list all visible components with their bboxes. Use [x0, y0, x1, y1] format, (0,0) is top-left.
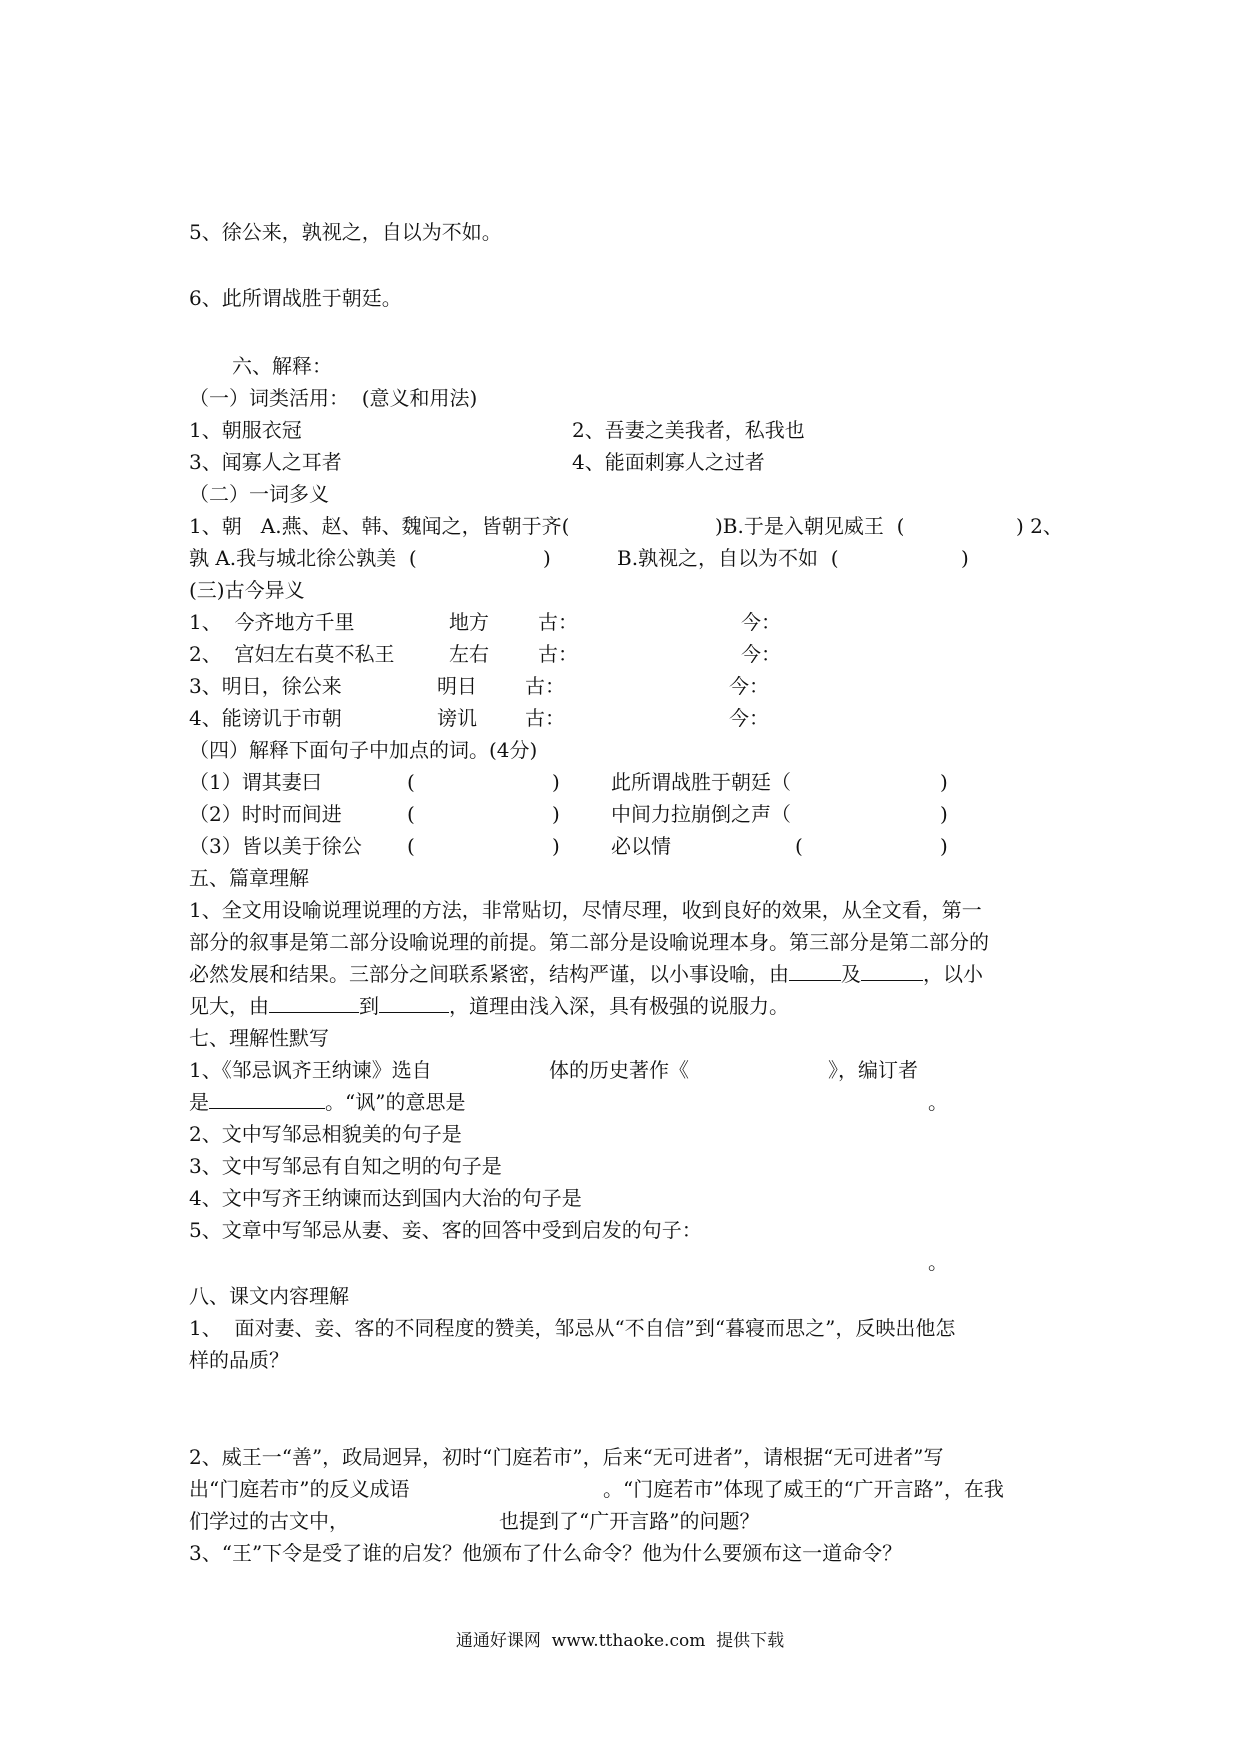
blank-line[interactable] — [379, 994, 449, 1013]
word-usage-item-1: 1、朝服衣冠 — [189, 418, 302, 442]
section-5-para-line-1: 1、全文用设喻说理说理的方法，非常贴切，尽情尽理，收到良好的效果，从全文看，第一 — [189, 898, 982, 922]
polysemy-line-1a: 1、朝 A.燕、赵、韩、魏闻之，皆朝于齐( — [189, 514, 570, 538]
dictation-q1-a: 1、《邹忌讽齐王纳谏》选自 — [189, 1058, 432, 1082]
blank-line[interactable] — [861, 962, 923, 981]
polysemy-line-1c: ) 2、 — [1016, 514, 1063, 538]
word-usage-item-2: 2、吾妻之美我者，私我也 — [572, 418, 805, 442]
blank-line[interactable] — [789, 962, 841, 981]
subsection-2-title: （二）一词多义 — [189, 482, 329, 506]
dictation-q1-end: 。 — [928, 1090, 948, 1114]
comprehension-q2-line-2a: 出“门庭若市”的反义成语 — [189, 1477, 410, 1501]
section-5-para-line-3: 必然发展和结果。三部分之间联系紧密，结构严谨，以小事设喻，由 及 ，以小 — [189, 962, 983, 986]
comprehension-q1-line-1: 1、 面对妻、妾、客的不同程度的赞美，邹忌从“不自信”到“暮寝而思之”，反映出他怎 — [189, 1316, 956, 1340]
section-5-title: 五、篇章理解 — [189, 866, 309, 890]
comprehension-q2-line-3b: 也提到了“广开言路”的问题？ — [499, 1509, 760, 1533]
comprehension-q1-line-2: 样的品质？ — [189, 1348, 289, 1372]
section-5-para-line-2: 部分的叙事是第二部分设喻说理的前提。第二部分是设喻说理本身。第三部分是第二部分的 — [189, 930, 989, 954]
polysemy-line-2d: ) — [961, 546, 969, 570]
blank-line[interactable] — [209, 1090, 325, 1109]
dictation-q1-c: 》，编订者 — [828, 1058, 918, 1082]
dictation-q4: 4、文中写齐王纳谏而达到国内大治的句子是 — [189, 1186, 582, 1210]
section-6-title: 六、解释： — [232, 354, 332, 378]
polysemy-line-2a: 孰 A.我与城北徐公孰美 ( — [189, 546, 417, 570]
dictation-q5-end: 。 — [928, 1250, 948, 1274]
polysemy-line-2b: ) — [543, 546, 551, 570]
comprehension-q2-line-2b: 。“门庭若市”体现了威王的“广开言路”，在我 — [603, 1477, 1004, 1501]
blank-line[interactable] — [269, 994, 359, 1013]
page-footer: 通通好课网 www.tthaoke.com 提供下载 — [455, 1631, 785, 1651]
polysemy-line-2c: B.孰视之，自以为不如 ( — [617, 546, 839, 570]
word-usage-item-3: 3、闻寡人之耳者 — [189, 450, 342, 474]
section-7-title: 七、理解性默写 — [189, 1026, 329, 1050]
dictation-q1-d: 是 。“讽”的意思是 — [189, 1090, 466, 1114]
dictation-q1-b: 体的历史著作《 — [549, 1058, 689, 1082]
subsection-4-title: （四）解释下面句子中加点的词。(4分) — [189, 738, 538, 762]
subsection-3-title: (三)古今异义 — [189, 578, 305, 602]
polysemy-line-1b: )B.于是入朝见威王 ( — [715, 514, 905, 538]
section-5-para-line-4: 见大，由 到 ，道理由浅入深，具有极强的说服力。 — [189, 994, 789, 1018]
question-6: 6、此所谓战胜于朝廷。 — [189, 286, 402, 310]
comprehension-q2-line-3a: 们学过的古文中， — [189, 1509, 349, 1533]
question-5: 5、徐公来，孰视之，自以为不如。 — [189, 220, 502, 244]
comprehension-q2-line-1: 2、威王一“善”，政局迥异，初时“门庭若市”，后来“无可进者”，请根据“无可进者”写 — [189, 1445, 944, 1469]
section-8-title: 八、课文内容理解 — [189, 1284, 349, 1308]
dictation-q5: 5、文章中写邹忌从妻、妾、客的回答中受到启发的句子： — [189, 1218, 702, 1242]
word-usage-item-4: 4、能面刺寡人之过者 — [572, 450, 765, 474]
dictation-q3: 3、文中写邹忌有自知之明的句子是 — [189, 1154, 502, 1178]
comprehension-q3: 3、“王”下令是受了谁的启发？他颁布了什么命令？他为什么要颁布这一道命令？ — [189, 1541, 903, 1565]
subsection-1-title: （一）词类活用： (意义和用法) — [189, 386, 478, 410]
dictation-q2: 2、文中写邹忌相貌美的句子是 — [189, 1122, 462, 1146]
